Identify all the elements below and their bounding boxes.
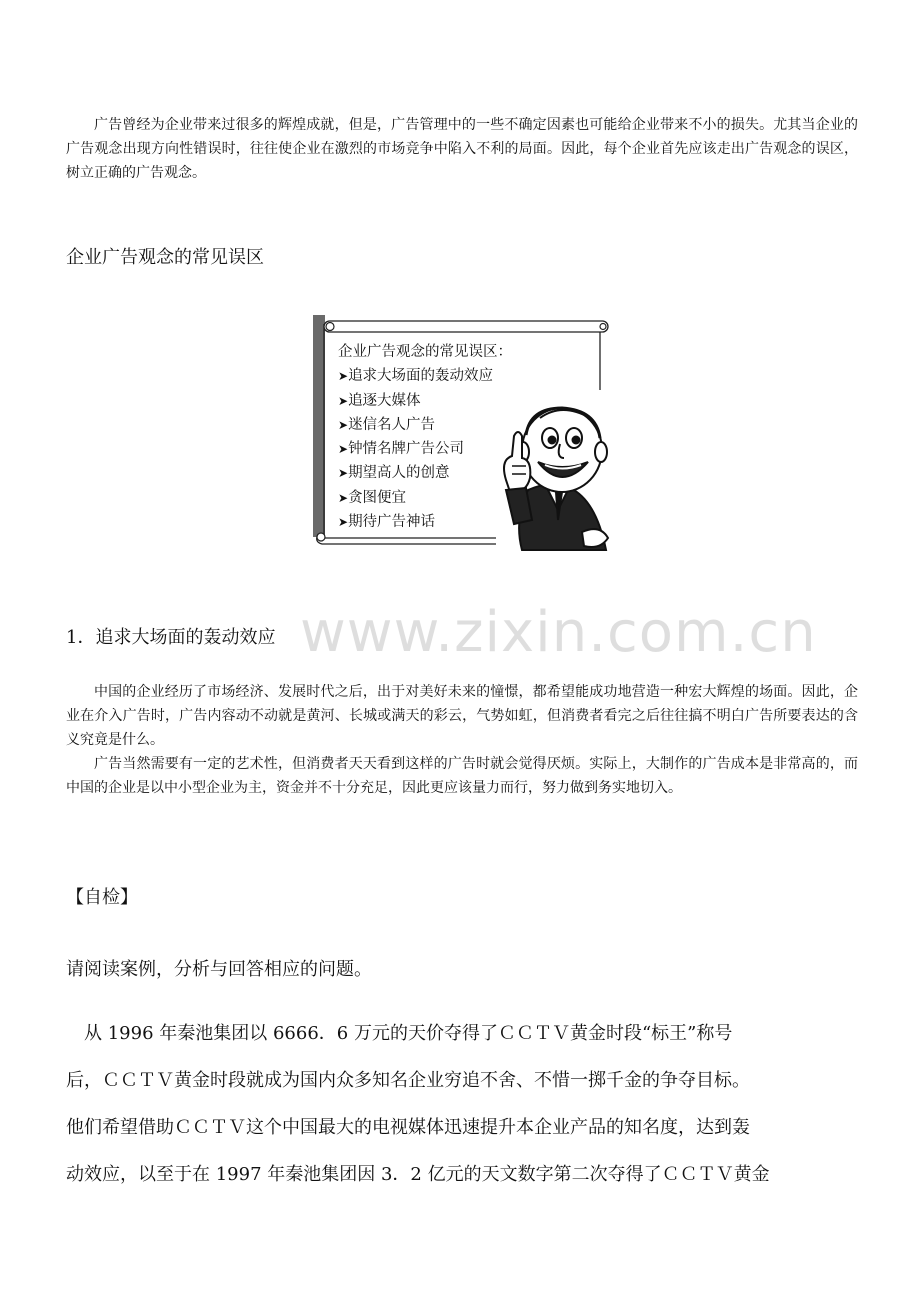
list-item	[338, 461, 512, 485]
intro-paragraph	[66, 113, 858, 185]
case-line-3: 他们希望借助ＣＣＴＶ这个中国最大的电视媒体迅速提升本企业产品的知名度，达到轰	[66, 1117, 750, 1138]
figure-item-4: 钟情名牌广告公司	[348, 441, 465, 458]
list-item	[338, 364, 512, 388]
self-check-instruction: 请阅读案例，分析与回答相应的问题。	[66, 959, 372, 980]
section-heading: 企业广告观念的常见误区	[66, 247, 264, 268]
list-item	[338, 486, 512, 510]
watermark: www.zixin.com.cn	[300, 600, 817, 665]
list-item	[338, 389, 512, 413]
figure-item-7: 期待广告神话	[348, 514, 436, 531]
cartoon-man-icon	[504, 408, 608, 550]
figure-title: 企业广告观念的常见误区：	[338, 344, 512, 360]
case-line-2: 后，ＣＣＴＶ黄金时段就成为国内众多知名企业穷追不舍、不惜一掷千金的争夺目标。	[66, 1070, 750, 1091]
list-item	[338, 413, 512, 437]
case-text	[66, 1010, 860, 1198]
figure-item-5: 期望高人的创意	[348, 465, 450, 482]
case-line-1: 从 1996 年秦池集团以 6666．6 万元的天价夺得了ＣＣＴＶ黄金时段“标王”称号	[66, 1023, 733, 1044]
figure-item-3: 迷信名人广告	[348, 416, 436, 433]
scroll-text-block	[338, 340, 512, 534]
figure-item-1: 追求大场面的轰动效应	[348, 368, 494, 385]
arrow-bullet-icon: ➤	[338, 490, 349, 505]
arrow-bullet-icon: ➤	[338, 442, 349, 457]
figure-item-2: 追逐大媒体	[348, 392, 421, 409]
arrow-bullet-icon: ➤	[338, 369, 349, 384]
point1-paragraph-1: 中国的企业经历了市场经济、发展时代之后，出于对美好未来的憧憬，都希望能成功地营造一种宏大辉煌的场面。因此，企业在介入广告时，广告内容动不动就是黄河、长城或满天的彩云，气势如虹，但消费者看完之后往往搞不明白广告所要表达的含义究竟是什么。	[66, 684, 858, 748]
point1-body	[66, 680, 858, 800]
case-line-4: 动效应，以至于在 1997 年秦池集团因 3．2 亿元的天文数字第二次夺得了ＣＣＴＶ黄金	[66, 1164, 770, 1185]
arrow-bullet-icon: ➤	[338, 466, 349, 481]
point1-heading: 1．追求大场面的轰动效应	[66, 627, 276, 648]
arrow-bullet-icon: ➤	[338, 417, 349, 432]
list-item	[338, 510, 512, 534]
arrow-bullet-icon: ➤	[338, 393, 349, 408]
intro-text: 广告曾经为企业带来过很多的辉煌成就，但是，广告管理中的一些不确定因素也可能给企业带来不小的损失。尤其当企业的广告观念出现方向性错误时，往往使企业在激烈的市场竞争中陷入不利的局面。因此，每个企业首先应该走出广告观念的误区，树立正确的广告观念。	[66, 117, 858, 181]
list-item	[338, 437, 512, 461]
scroll-figure	[300, 310, 620, 560]
figure-item-6: 贪图便宜	[348, 489, 407, 506]
self-check-heading: 【自检】	[66, 887, 138, 908]
point1-paragraph-2: 广告当然需要有一定的艺术性，但消费者天天看到这样的广告时就会觉得厌烦。实际上，大制作的广告成本是非常高的，而中国的企业是以中小型企业为主，资金并不十分充足，因此更应该量力而行，努力做到务实地切入。	[66, 756, 858, 796]
arrow-bullet-icon: ➤	[338, 515, 349, 530]
